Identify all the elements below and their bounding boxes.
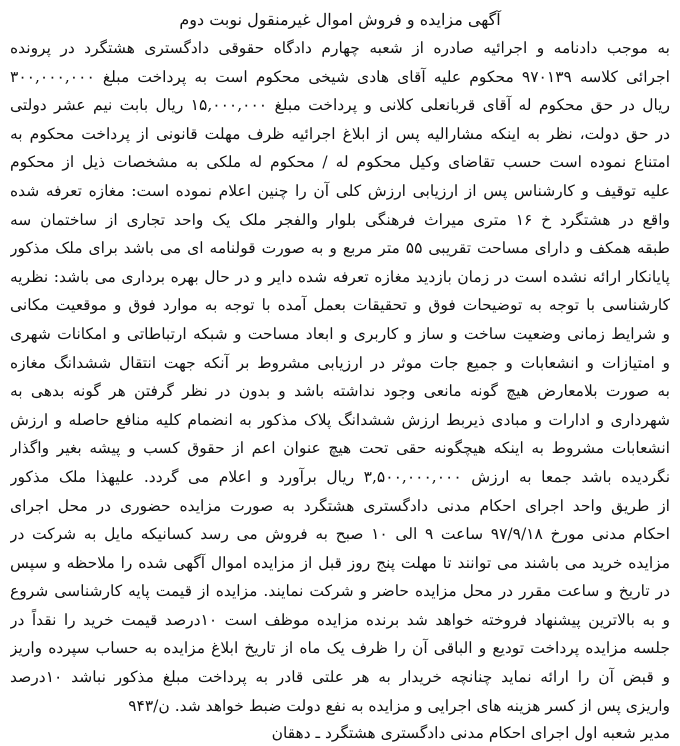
- notice-line: و شرایط زمانی وضعیت ساخت و ساز و کاربری و ابعاد مساحت و شبکه ارتباطاتی و امکانات شهری: [10, 324, 670, 343]
- notice-line: علیه توقیف و کارشناس پس از ارزیابی ارزش کلی آن را چنین اعلام نموده است: مغازه تعرفه شده: [10, 181, 670, 200]
- notice-title: آگهی مزایده و فروش اموال غیرمنقول نوبت دوم: [179, 10, 501, 29]
- notice-line: امتناع نموده است حسب تقاضای وکیل محکوم له / محکوم له ملکی به مشخصات ذیل از محکوم: [10, 153, 670, 172]
- notice-line: در تاریخ و ساعت مقرر در محل مزایده حاضر و شرکت نمایند. مزایده از قیمت پایه کارشناسی شروع: [10, 582, 670, 601]
- notice-line: در حق دولت، نظر به اینکه مشارالیه پس از ابلاغ اجرائیه ظرف مهلت قانونی از پرداخت محکوم به: [10, 124, 670, 143]
- notice-line: به صورت بلامعارض هیچ گونه مانعی وجود نداشته باشد و بدون در نظر گرفتن هر گونه بدهی به: [10, 382, 670, 401]
- notice-line: واقع در هشتگرد خ ۱۶ متری میراث فرهنگی بلوار والفجر ملک یک واحد تجاری از ساختمان سه: [10, 210, 670, 229]
- notice-line: و امتیازات و انشعابات و جمیع جات موثر در ارزیابی مشروط بر آنکه جهت انتقال ششدانگ مغازه: [10, 353, 670, 372]
- notice-line: و به بالاترین پیشنهاد فروخته خواهد شد برنده مزایده موظف است ۱۰درصد قیمت خرید را نقداً در: [10, 610, 670, 629]
- notice-line: و قبض آن را ارائه نماید چنانچه خریدار به هر علتی قادر به پرداخت مبلغ مذکور نباشد ۱۰درصد: [10, 668, 670, 687]
- notice-line: به موجب دادنامه و اجرائیه صادره از شعبه چهارم دادگاه حقوقی دادگستری هشتگرد در پرونده: [10, 39, 670, 57]
- notice-line: طبقه همکف و دارای مساحت تقریبی ۵۵ متر مربع و به صورت قولنامه ای می باشد برای ملک مذکور: [10, 239, 670, 258]
- notice-line: جلسه مزایده پرداخت تودیع و الباقی آن را ظرف یک ماه از تاریخ ابلاغ مزایده به حساب سپرده واریز: [10, 639, 670, 658]
- notice-signature: مدیر شعبه اول اجرای احکام مدنی دادگستری هشتگرد ـ دهقان: [271, 724, 670, 743]
- notice-line: مزایده خرید می باشند می توانند تا مهلت پنج روز قبل از مزایده اموال آگهی شده را ملاحظه و سپس: [10, 553, 670, 572]
- notice-line: نگردیده باشد جمعا به ارزش ۳,۵۰۰,۰۰۰,۰۰۰ ریال برآورد و اعلام می گردد. علیهذا ملک مذکور: [10, 467, 670, 486]
- notice-body: [10, 34, 670, 720]
- notice-line: ریال در حق محکوم له آقای قربانعلی کلانی و پرداخت مبلغ ۱۵,۰۰۰,۰۰۰ ریال بابت نیم عشر دولتی: [10, 96, 670, 115]
- notice-line: شهرداری و ادارات و مبادی ذیربط ارزش ششدانگ پلاک مذکور به انضمام کلیه منافع حاصله و ارزش: [10, 410, 670, 429]
- notice-line: پایانکار ارائه نشده است در زمان بازدید مغازه تعرفه شده دایر و در حال بهره برداری می باشد: نظریه: [10, 267, 670, 286]
- notice-line: اجرائی کلاسه ۹۷۰۱۳۹ محکوم علیه آقای هادی شیخی محکوم است به پرداخت مبلغ ۳۰۰,۰۰۰,۰۰۰: [10, 67, 670, 86]
- notice-line: از طریق واحد اجرای احکام مدنی دادگستری هشتگرد به صورت مزایده حضوری در محل اجرای: [10, 496, 670, 515]
- notice-line: انشعابات مشروط به اینکه هیچگونه حقی تحت هیچ عنوان اعم از حقوق کسب و پیشه بغیر واگذار: [10, 439, 670, 458]
- notice-line: کارشناسی با توجه به توضیحات فوق و تحقیقات بعمل آمده با توجه به موارد فوق و موقعیت مکانی: [10, 296, 670, 315]
- notice-line: احکام مدنی مورخ ۹۷/۹/۱۸ ساعت ۹ الی ۱۰ صبح به فروش می رسد کسانیکه مایل به شرکت در: [10, 525, 670, 544]
- notice-line: واریزی پس از کسر هزینه های اجرایی و مزایده به نفع دولت ضبط خواهد شد. ن/۹۴۳: [128, 696, 670, 715]
